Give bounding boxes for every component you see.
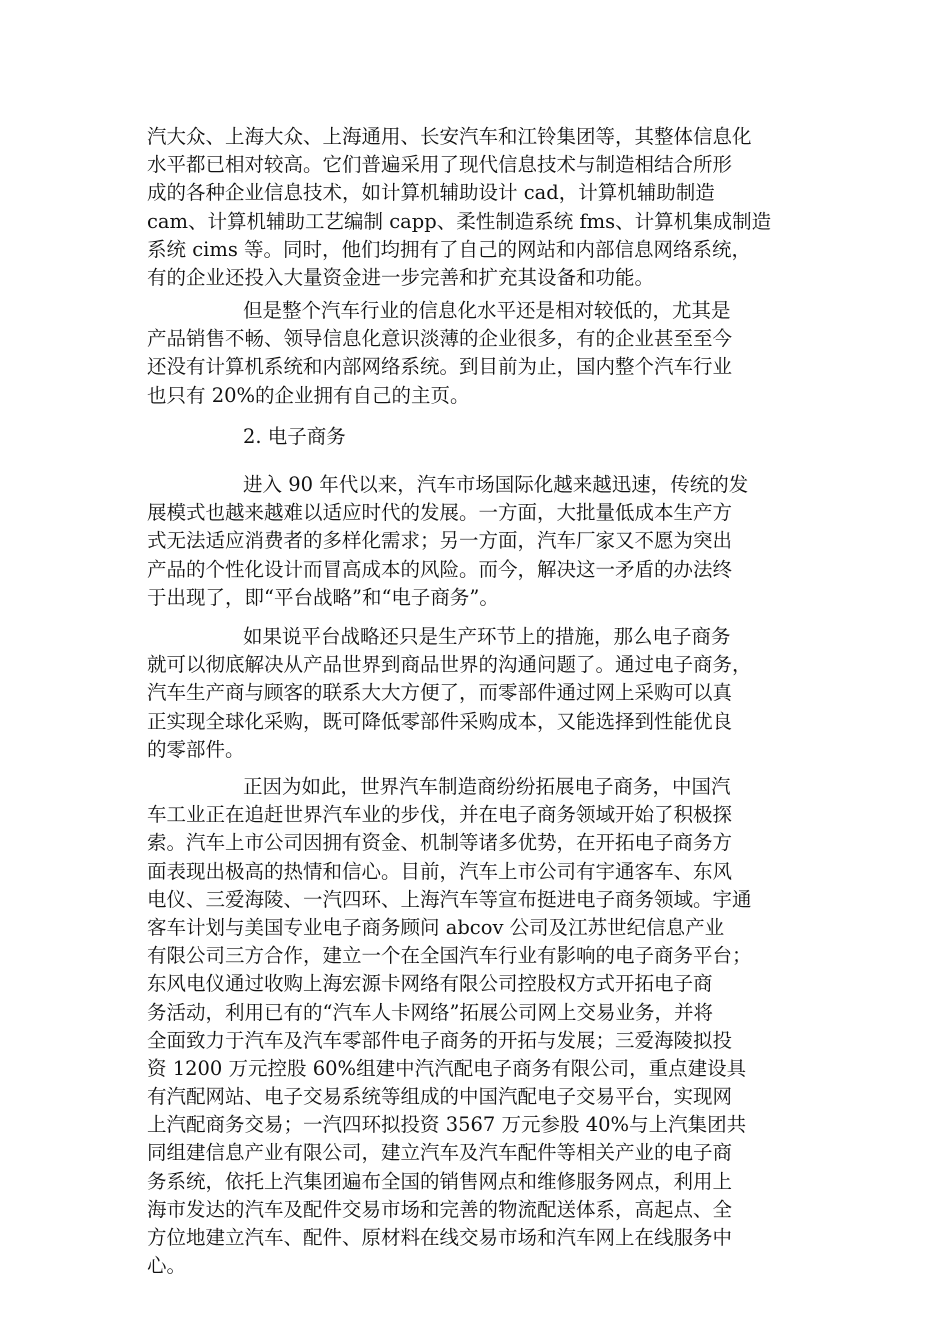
text-line: 有汽配网站、电子交易系统等组成的中国汽配电子交易平台，实现网 [147,1085,733,1109]
text-line: 东风电仪通过收购上海宏源卡网络有限公司控股权方式开拓电子商 [147,972,713,996]
text-line: 海市发达的汽车及配件交易市场和完善的物流配送体系，高起点、全 [147,1197,733,1221]
text-line: 全面致力于汽车及汽车零部件电子商务的开拓与发展；三爱海陵拟投 [147,1028,733,1052]
text-line: 客车计划与美国专业电子商务顾问 abcov 公司及江苏世纪信息产业 [147,915,725,939]
text-line: 水平都已相对较高。它们普遍采用了现代信息技术与制造相结合所形 [147,153,733,177]
paragraph-ecommerce-benefits [147,623,812,764]
text-line: 同组建信息产业有限公司，建立汽车及汽车配件等相关产业的电子商 [147,1141,733,1165]
text-line: 有限公司三方合作，建立一个在全国汽车行业有影响的电子商务平台； [147,944,752,968]
text-line: 展模式也越来越难以适应时代的发展。一方面，大批量低成本生产方 [147,501,733,525]
text-line: 成的各种企业信息技术，如计算机辅助设计 cad，计算机辅助制造 [147,181,715,205]
text-line: 上汽配商务交易；一汽四环拟投资 3567 万元参股 40%与上汽集团共 [147,1113,747,1137]
text-line: 但是整个汽车行业的信息化水平还是相对较低的，尤其是 [243,299,731,322]
text-line: 式无法适应消费者的多样化需求；另一方面，汽车厂家又不愿为突出 [147,529,733,553]
text-line: 正实现全球化采购，既可降低零部件采购成本，又能选择到性能优良 [147,709,733,733]
section-heading [147,423,812,451]
paragraph-informatization-leaders [147,123,812,292]
text-line: 面表现出极高的热情和信心。目前，汽车上市公司有宇通客车、东风 [147,859,733,883]
text-line: 系统 cims 等。同时，他们均拥有了自己的网站和内部信息网络系统， [147,237,752,261]
paragraph-market-trends [147,471,812,612]
text-line: 车工业正在追赶世界汽车业的步伐，并在电子商务领域开始了积极探 [147,803,733,827]
text-line: 产品销售不畅、领导信息化意识淡薄的企业很多，有的企业甚至至今 [147,327,733,351]
text-line: 正因为如此，世界汽车制造商纷纷拓展电子商务，中国汽 [243,775,731,798]
text-line: 汽大众、上海大众、上海通用、长安汽车和江铃集团等，其整体信息化 [147,125,752,148]
text-line: 也只有 20%的企业拥有自己的主页。 [147,383,470,407]
text-line: 有的企业还投入大量资金进一步完善和扩充其设备和功能。 [147,265,655,289]
text-line: 汽车生产商与顾客的联系大大方便了，而零部件通过网上采购可以真 [147,681,733,705]
heading-text: 2. 电子商务 [243,425,346,448]
text-line: 方位地建立汽车、配件、原材料在线交易市场和汽车网上在线服务中 [147,1226,733,1249]
text-line: 于出现了，即“平台战略”和“电子商务”。 [147,585,499,609]
text-line: 资 1200 万元控股 60%组建中汽汽配电子商务有限公司，重点建设具 [147,1056,747,1080]
text-line: 就可以彻底解决从产品世界到商品世界的沟通问题了。通过电子商务， [147,653,752,677]
text-line: 产品的个性化设计而冒高成本的风险。而今，解决这一矛盾的办法终 [147,557,733,581]
text-line: 的零部件。 [147,737,245,761]
text-line: 心。 [147,1254,187,1278]
paragraph-listed-companies [147,773,812,1280]
text-line: 索。汽车上市公司因拥有资金、机制等诸多优势，在开拓电子商务方 [147,831,733,855]
text-line: 如果说平台战略还只是生产环节上的措施，那么电子商务 [243,625,731,648]
text-line: 务活动，利用已有的“汽车人卡网络”拓展公司网上交易业务，并将 [147,1000,713,1024]
paragraph-industry-level [147,297,812,410]
text-line: 还没有计算机系统和内部网络系统。到目前为止，国内整个汽车行业 [147,355,733,379]
text-line: 务系统，依托上汽集团遍布全国的销售网点和维修服务网点，利用上 [147,1169,733,1193]
text-line: cam、计算机辅助工艺编制 capp、柔性制造系统 fms、计算机集成制造 [147,209,772,233]
text-line: 进入 90 年代以来，汽车市场国际化越来越迅速，传统的发 [243,473,749,496]
text-line: 电仪、三爱海陵、一汽四环、上海汽车等宣布挺进电子商务领域。宇通 [147,887,752,911]
